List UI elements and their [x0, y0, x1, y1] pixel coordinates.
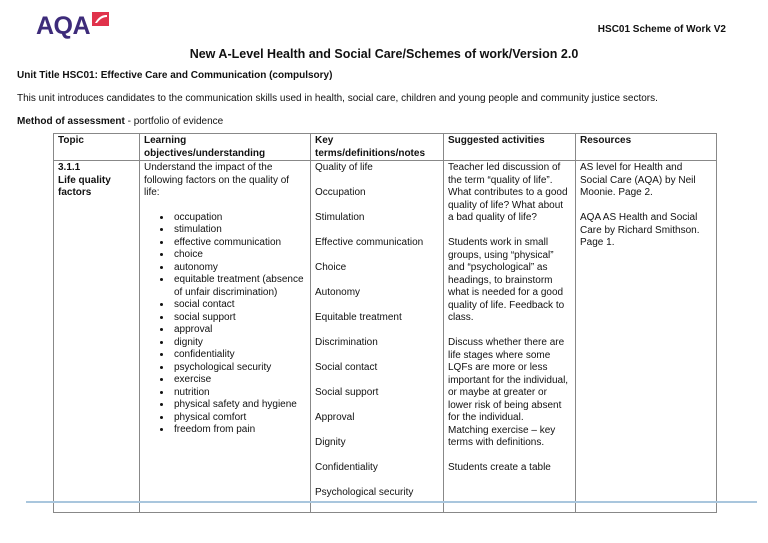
list-item: • occupation — [172, 212, 306, 225]
key-term: Quality of life — [315, 162, 373, 173]
activity: Students create a table — [448, 462, 551, 473]
list-item: • psychological security — [172, 362, 306, 375]
list-item: • physical comfort — [172, 412, 306, 425]
header-topic: Topic — [54, 134, 140, 161]
key-term: Approval — [315, 412, 355, 423]
key-term: Discrimination — [315, 337, 378, 348]
table-row — [54, 161, 717, 513]
header-suggested-activities: Suggested activities — [444, 134, 576, 161]
key-term: Equitable treatment — [315, 312, 402, 323]
key-term: Stimulation — [315, 212, 365, 223]
header-resources: Resources — [576, 134, 717, 161]
key-term: Social contact — [315, 362, 378, 373]
topic-name: Life quality factors — [58, 174, 111, 198]
list-item: • social support — [172, 312, 306, 325]
resource: AS level for Health and Social Care (AQA) by Neil Moonie. Page 2. — [580, 162, 696, 198]
table-header-row — [54, 134, 717, 161]
activity: Discuss whether there are life stages where some LQFs are more or less important for the individual, or maybe at greater or lower risk of being absent for the individual. — [448, 337, 569, 423]
logo-text: AQA — [36, 12, 91, 40]
key-term: Confidentiality — [315, 462, 378, 473]
key-term: Effective communication — [315, 237, 424, 248]
document-reference: HSC01 Scheme of Work V2 — [597, 24, 726, 35]
scheme-of-work-table — [53, 133, 717, 513]
list-item: • dignity — [172, 337, 306, 350]
key-term: Choice — [315, 262, 347, 273]
page-title: New A-Level Health and Social Care/Schemes of work/Version 2.0 — [189, 47, 579, 61]
activity: Students work in small groups, using “physical” and “psychological” as headings, to brainstorm what is needed for a good quality of life. Feedback to class. — [448, 237, 565, 323]
list-item: • effective communication — [172, 237, 306, 250]
assessment-label: Method of assessment — [17, 116, 125, 127]
list-item: • physical safety and hygiene — [172, 399, 306, 412]
resources-cell — [576, 161, 717, 513]
unit-intro: This unit introduces candidates to the communication skills used in health, social care, children and young people and community justice sectors. — [17, 93, 658, 104]
activity: Matching exercise – key terms with definitions. — [448, 424, 556, 448]
key-term: Occupation — [315, 187, 366, 198]
list-item: • nutrition — [172, 387, 306, 400]
list-item: • equitable treatment (absence of unfair discrimination) — [172, 274, 306, 299]
header-learning-objectives: Learning objectives/understanding — [140, 134, 311, 161]
aqa-logo-mark-icon — [92, 12, 109, 26]
list-item: • confidentiality — [172, 349, 306, 362]
factors-list — [144, 212, 306, 437]
key-term: Autonomy — [315, 287, 361, 298]
list-item: • autonomy — [172, 262, 306, 275]
resource: AQA AS Health and Social Care by Richard Smithson. Page 1. — [580, 212, 700, 248]
key-terms-cell — [311, 161, 444, 513]
topic-number: 3.1.1 — [58, 162, 81, 173]
list-item: • stimulation — [172, 224, 306, 237]
list-item: • freedom from pain — [172, 424, 306, 437]
list-item: • exercise — [172, 374, 306, 387]
list-item: • social contact — [172, 299, 306, 312]
assessment-value: - portfolio of evidence — [124, 116, 224, 127]
objectives-intro: Understand the impact of the following factors on the quality of life: — [144, 162, 290, 198]
aqa-logo — [36, 12, 109, 40]
activity: Teacher led discussion of the term “quality of life”. What contributes to a good quality of life? What about a bad quality of life? — [448, 162, 568, 223]
activities-cell — [444, 161, 576, 513]
list-item: • approval — [172, 324, 306, 337]
header-key-terms: Key terms/definitions/notes — [311, 134, 444, 161]
method-of-assessment — [17, 116, 223, 127]
list-item: • choice — [172, 249, 306, 262]
key-term: Psychological security — [315, 487, 414, 498]
key-term: Dignity — [315, 437, 346, 448]
topic-cell — [54, 161, 140, 513]
page-footer-divider — [26, 501, 757, 503]
key-term: Social support — [315, 387, 379, 398]
unit-title: Unit Title HSC01: Effective Care and Communication (compulsory) — [17, 70, 333, 81]
objectives-cell — [140, 161, 311, 513]
